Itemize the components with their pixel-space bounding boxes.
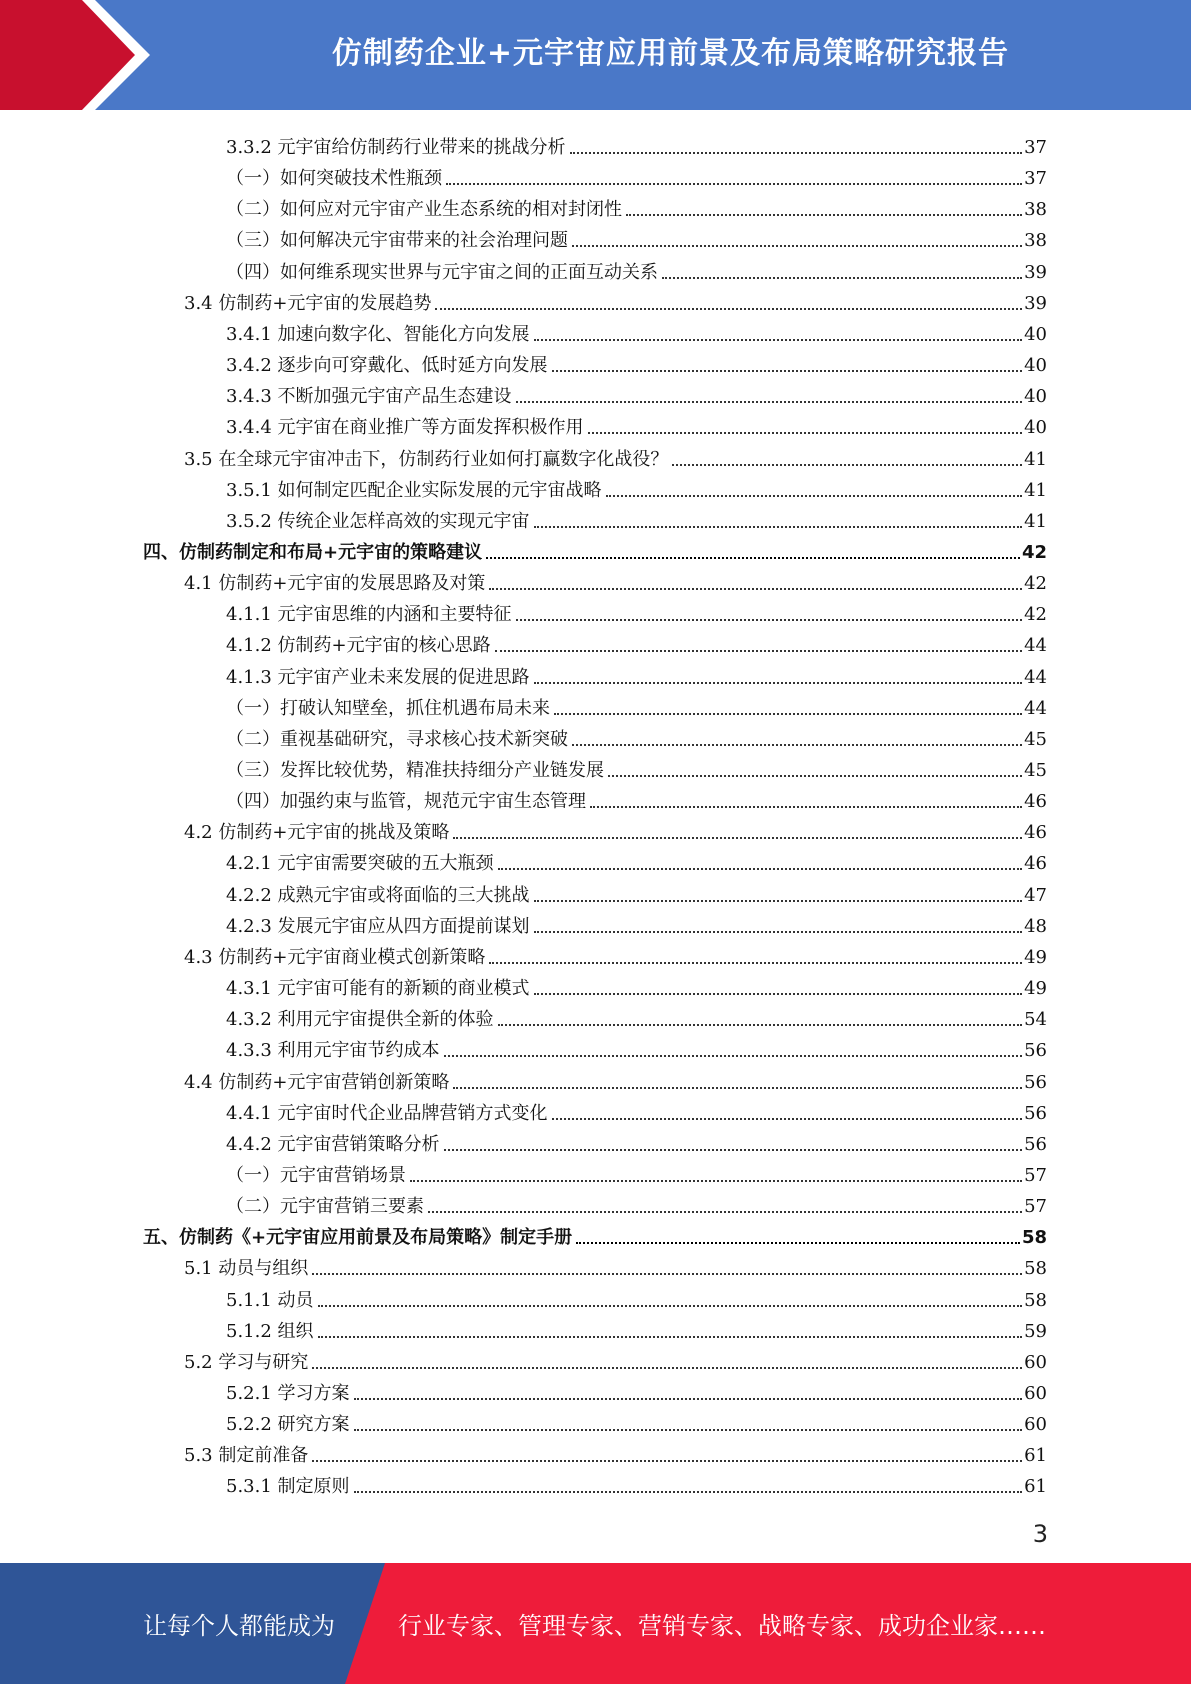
toc-dot-leader bbox=[354, 1398, 1023, 1400]
toc-entry-label: 4.2.3 发展元宇宙应从四方面提前谋划 bbox=[226, 915, 530, 937]
toc-entry-label: 4.1.2 仿制药+元宇宙的核心思路 bbox=[226, 635, 491, 657]
toc-entry-label: （二）重视基础研究，寻求核心技术新突破 bbox=[226, 728, 568, 750]
toc-entry-page: 42 bbox=[1024, 604, 1047, 626]
toc-entry[interactable] bbox=[226, 1000, 1047, 1031]
toc-entry-page: 46 bbox=[1024, 822, 1047, 844]
toc-dot-leader bbox=[444, 1149, 1023, 1151]
toc-entry-label: 3.4 仿制药+元宇宙的发展趋势 bbox=[184, 292, 432, 314]
toc-dot-leader bbox=[554, 713, 1022, 715]
toc-dot-leader bbox=[662, 277, 1022, 279]
toc-entry-label: 4.1 仿制药+元宇宙的发展思路及对策 bbox=[184, 573, 486, 595]
toc-entry-label: 5.3 制定前准备 bbox=[184, 1445, 309, 1467]
toc-dot-leader bbox=[498, 1024, 1023, 1026]
toc-entry-label: 3.5 在全球元宇宙冲击下，仿制药行业如何打赢数字化战役？ bbox=[184, 448, 669, 470]
toc-entry-page: 40 bbox=[1024, 386, 1047, 408]
toc-entry-page: 60 bbox=[1024, 1414, 1047, 1436]
toc-entry-label: 5.2.1 学习方案 bbox=[226, 1383, 350, 1404]
toc-entry[interactable] bbox=[184, 813, 1047, 844]
toc-dot-leader bbox=[588, 432, 1023, 434]
toc-dot-leader bbox=[534, 993, 1023, 995]
toc-entry-label: 5.2.2 研究方案 bbox=[226, 1414, 350, 1436]
header-banner bbox=[0, 0, 1191, 110]
toc-entry[interactable] bbox=[184, 1249, 1047, 1280]
toc-entry-page: 60 bbox=[1024, 1383, 1047, 1404]
toc-dot-leader bbox=[486, 557, 1020, 559]
toc-entry-page: 46 bbox=[1024, 853, 1047, 875]
toc-entry[interactable] bbox=[226, 253, 1047, 284]
toc-entry-page: 38 bbox=[1024, 230, 1047, 252]
toc-entry-label: 4.4.1 元宇宙时代企业品牌营销方式变化 bbox=[226, 1102, 548, 1124]
toc-dot-leader bbox=[489, 962, 1022, 964]
toc-entry-page: 39 bbox=[1024, 292, 1047, 314]
toc-entry-page: 47 bbox=[1024, 884, 1047, 906]
toc-dot-leader bbox=[354, 1429, 1023, 1431]
toc-entry[interactable] bbox=[226, 1156, 1047, 1187]
toc-dot-leader bbox=[444, 1055, 1023, 1057]
toc-entry-label: 3.4.2 逐步向可穿戴化、低时延方向发展 bbox=[226, 355, 548, 377]
header-arrow-decoration bbox=[0, 0, 200, 110]
footer-banner bbox=[0, 1563, 1191, 1684]
toc-entry[interactable] bbox=[226, 844, 1047, 875]
toc-entry-label: 4.3.3 利用元宇宙节约成本 bbox=[226, 1040, 440, 1062]
toc-entry-page: 38 bbox=[1024, 199, 1047, 221]
toc-entry[interactable] bbox=[226, 408, 1047, 439]
toc-dot-leader bbox=[410, 1180, 1022, 1182]
toc-entry[interactable] bbox=[226, 658, 1047, 689]
toc-entry-label: （三）发挥比较优势，精准扶持细分产业链发展 bbox=[226, 760, 604, 781]
toc-dot-leader bbox=[312, 1367, 1022, 1369]
toc-entry-page: 61 bbox=[1024, 1445, 1047, 1467]
toc-entry[interactable] bbox=[226, 626, 1047, 657]
toc-entry-page: 61 bbox=[1024, 1476, 1047, 1498]
toc-entry[interactable] bbox=[226, 1405, 1047, 1436]
toc-entry[interactable] bbox=[226, 377, 1047, 408]
toc-entry-page: 54 bbox=[1024, 1009, 1047, 1031]
toc-dot-leader bbox=[495, 650, 1022, 652]
toc-dot-leader bbox=[516, 401, 1023, 403]
toc-dot-leader bbox=[453, 837, 1022, 839]
toc-entry-label: 5.3.1 制定原则 bbox=[226, 1476, 350, 1498]
toc-entry-page: 42 bbox=[1021, 541, 1047, 563]
toc-entry[interactable] bbox=[184, 1063, 1047, 1094]
toc-dot-leader bbox=[534, 931, 1023, 933]
toc-entry-page: 49 bbox=[1024, 946, 1047, 968]
toc-dot-leader bbox=[590, 806, 1022, 808]
toc-entry[interactable] bbox=[226, 1281, 1047, 1312]
toc-entry-page: 41 bbox=[1024, 448, 1047, 470]
toc-entry-page: 42 bbox=[1024, 573, 1047, 595]
toc-dot-leader bbox=[534, 339, 1023, 341]
toc-entry[interactable] bbox=[143, 533, 1047, 564]
toc-entry-page: 41 bbox=[1024, 479, 1047, 501]
toc-entry[interactable] bbox=[226, 502, 1047, 533]
toc-entry-page: 57 bbox=[1024, 1196, 1047, 1218]
toc-entry-label: 4.1.1 元宇宙思维的内涵和主要特征 bbox=[226, 604, 512, 626]
toc-entry-page: 37 bbox=[1024, 137, 1047, 158]
toc-entry[interactable] bbox=[226, 315, 1047, 346]
footer-slogan-right: 行业专家、管理专家、营销专家、战略专家、成功企业家…… bbox=[398, 1612, 1046, 1640]
toc-entry-page: 56 bbox=[1024, 1040, 1047, 1062]
toc-entry[interactable] bbox=[226, 471, 1047, 502]
toc-entry-label: （一）打破认知壁垒，抓住机遇布局未来 bbox=[226, 697, 550, 719]
toc-entry-page: 44 bbox=[1024, 666, 1047, 688]
toc-entry-page: 58 bbox=[1024, 1258, 1047, 1280]
toc-dot-leader bbox=[572, 245, 1022, 247]
toc-dot-leader bbox=[318, 1336, 1023, 1338]
toc-entry[interactable] bbox=[226, 1125, 1047, 1156]
toc-dot-leader bbox=[626, 214, 1022, 216]
toc-entry-page: 40 bbox=[1024, 417, 1047, 439]
toc-entry-label: （一）如何突破技术性瓶颈 bbox=[226, 168, 442, 190]
toc-entry-label: 4.2.1 元宇宙需要突破的五大瓶颈 bbox=[226, 853, 494, 875]
toc-entry[interactable] bbox=[226, 595, 1047, 626]
toc-entry-label: 5.1.1 动员 bbox=[226, 1289, 314, 1311]
toc-entry-label: 4.3.2 利用元宇宙提供全新的体验 bbox=[226, 1009, 494, 1031]
toc-entry-page: 60 bbox=[1024, 1351, 1047, 1373]
toc-entry-label: 四、仿制药制定和布局+元宇宙的策略建议 bbox=[143, 541, 483, 563]
toc-entry[interactable] bbox=[143, 1218, 1047, 1249]
toc-dot-leader bbox=[572, 744, 1022, 746]
toc-entry-label: （二）元宇宙营销三要素 bbox=[226, 1196, 424, 1218]
toc-entry-page: 44 bbox=[1024, 697, 1047, 719]
footer-slogan-left: 让每个人都能成为 bbox=[143, 1612, 335, 1640]
toc-dot-leader bbox=[570, 152, 1023, 154]
toc-entry[interactable] bbox=[226, 689, 1047, 720]
toc-entry[interactable] bbox=[226, 751, 1047, 782]
toc-entry-label: 4.3.1 元宇宙可能有的新颖的商业模式 bbox=[226, 978, 530, 1000]
toc-entry[interactable] bbox=[226, 159, 1047, 190]
toc-entry-page: 46 bbox=[1024, 791, 1047, 813]
toc-entry-page: 59 bbox=[1024, 1320, 1047, 1342]
toc-entry-label: 4.2 仿制药+元宇宙的挑战及策略 bbox=[184, 822, 450, 844]
toc-entry[interactable] bbox=[226, 221, 1047, 252]
toc-entry[interactable] bbox=[226, 782, 1047, 813]
toc-entry-page: 56 bbox=[1024, 1071, 1047, 1093]
toc-dot-leader bbox=[435, 308, 1022, 310]
toc-dot-leader bbox=[498, 868, 1023, 870]
toc-entry-label: 3.3.2 元宇宙给仿制药行业带来的挑战分析 bbox=[226, 137, 566, 158]
toc-dot-leader bbox=[354, 1491, 1023, 1493]
toc-entry-label: （四）加强约束与监管，规范元宇宙生态管理 bbox=[226, 791, 586, 813]
toc-entry[interactable] bbox=[184, 284, 1047, 315]
toc-entry[interactable] bbox=[226, 876, 1047, 907]
toc-entry[interactable] bbox=[226, 1094, 1047, 1125]
toc-dot-leader bbox=[312, 1273, 1022, 1275]
toc-entry[interactable] bbox=[184, 938, 1047, 969]
toc-entry-label: 3.4.3 不断加强元宇宙产品生态建设 bbox=[226, 386, 512, 408]
toc-entry-label: （四）如何维系现实世界与元宇宙之间的正面互动关系 bbox=[226, 261, 658, 283]
toc-entry[interactable] bbox=[184, 440, 1047, 471]
toc-entry-page: 45 bbox=[1024, 760, 1047, 781]
toc-entry-label: 4.4.2 元宇宙营销策略分析 bbox=[226, 1133, 440, 1155]
toc-entry-label: （三）如何解决元宇宙带来的社会治理问题 bbox=[226, 230, 568, 252]
toc-entry-page: 40 bbox=[1024, 323, 1047, 345]
toc-entry-page: 57 bbox=[1024, 1164, 1047, 1186]
toc-entry-page: 37 bbox=[1024, 168, 1047, 190]
toc-dot-leader bbox=[446, 183, 1022, 185]
toc-entry[interactable] bbox=[226, 190, 1047, 221]
toc-entry[interactable] bbox=[184, 1436, 1047, 1467]
toc-dot-leader bbox=[516, 619, 1023, 621]
toc-entry-label: 4.2.2 成熟元宇宙或将面临的三大挑战 bbox=[226, 884, 530, 906]
toc-dot-leader bbox=[534, 682, 1023, 684]
toc-dot-leader bbox=[608, 775, 1022, 777]
toc-entry[interactable] bbox=[184, 1343, 1047, 1374]
toc-entry-page: 41 bbox=[1024, 510, 1047, 532]
toc-entry-page: 58 bbox=[1021, 1227, 1047, 1249]
toc-entry-label: 4.1.3 元宇宙产业未来发展的促进思路 bbox=[226, 666, 530, 688]
toc-entry-label: （一）元宇宙营销场景 bbox=[226, 1164, 406, 1186]
toc-entry-page: 48 bbox=[1024, 915, 1047, 937]
toc-entry[interactable] bbox=[226, 907, 1047, 938]
toc-entry-label: 3.4.1 加速向数字化、智能化方向发展 bbox=[226, 323, 530, 345]
toc-entry-label: （二）如何应对元宇宙产业生态系统的相对封闭性 bbox=[226, 199, 622, 221]
toc-entry-page: 49 bbox=[1024, 978, 1047, 1000]
toc-entry[interactable] bbox=[226, 128, 1047, 159]
toc-entry-page: 58 bbox=[1024, 1289, 1047, 1311]
toc-entry-label: 5.2 学习与研究 bbox=[184, 1351, 309, 1373]
toc-entry-label: 五、仿制药《+元宇宙应用前景及布局策略》制定手册 bbox=[143, 1227, 573, 1249]
toc-entry-label: 3.5.1 如何制定匹配企业实际发展的元宇宙战略 bbox=[226, 479, 602, 501]
document-title: 仿制药企业+元宇宙应用前景及布局策略研究报告 bbox=[331, 36, 1010, 71]
toc-entry[interactable] bbox=[226, 1187, 1047, 1218]
toc-entry-label: 5.1 动员与组织 bbox=[184, 1258, 309, 1280]
toc-entry[interactable] bbox=[226, 1374, 1047, 1405]
toc-entry[interactable] bbox=[184, 564, 1047, 595]
toc-entry[interactable] bbox=[226, 720, 1047, 751]
toc-dot-leader bbox=[428, 1211, 1022, 1213]
toc-dot-leader bbox=[312, 1460, 1022, 1462]
toc-dot-leader bbox=[672, 464, 1022, 466]
toc-dot-leader bbox=[489, 588, 1022, 590]
toc-entry-page: 45 bbox=[1024, 728, 1047, 750]
toc-entry-label: 3.5.2 传统企业怎样高效的实现元宇宙 bbox=[226, 510, 530, 532]
toc-entry[interactable] bbox=[226, 1031, 1047, 1062]
toc-dot-leader bbox=[534, 526, 1023, 528]
toc-dot-leader bbox=[606, 495, 1023, 497]
toc-dot-leader bbox=[552, 370, 1023, 372]
toc-dot-leader bbox=[318, 1305, 1023, 1307]
toc-entry[interactable] bbox=[226, 346, 1047, 377]
toc-entry-page: 56 bbox=[1024, 1133, 1047, 1155]
toc-dot-leader bbox=[552, 1118, 1023, 1120]
toc-entry-page: 56 bbox=[1024, 1102, 1047, 1124]
toc-entry-label: 4.3 仿制药+元宇宙商业模式创新策略 bbox=[184, 946, 486, 968]
toc-entry[interactable] bbox=[226, 1312, 1047, 1343]
toc-dot-leader bbox=[576, 1242, 1020, 1244]
toc-entry-label: 5.1.2 组织 bbox=[226, 1320, 314, 1342]
toc-entry[interactable] bbox=[226, 969, 1047, 1000]
toc-entry-page: 39 bbox=[1024, 261, 1047, 283]
toc-dot-leader bbox=[534, 900, 1023, 902]
toc-dot-leader bbox=[453, 1087, 1022, 1089]
page-number: 3 bbox=[1032, 1520, 1048, 1548]
toc-entry-label: 3.4.4 元宇宙在商业推广等方面发挥积极作用 bbox=[226, 417, 584, 439]
toc-entry-page: 44 bbox=[1024, 635, 1047, 657]
toc-entry-label: 4.4 仿制药+元宇宙营销创新策略 bbox=[184, 1071, 450, 1093]
toc-entry-page: 40 bbox=[1024, 355, 1047, 377]
toc-entry[interactable] bbox=[226, 1467, 1047, 1498]
